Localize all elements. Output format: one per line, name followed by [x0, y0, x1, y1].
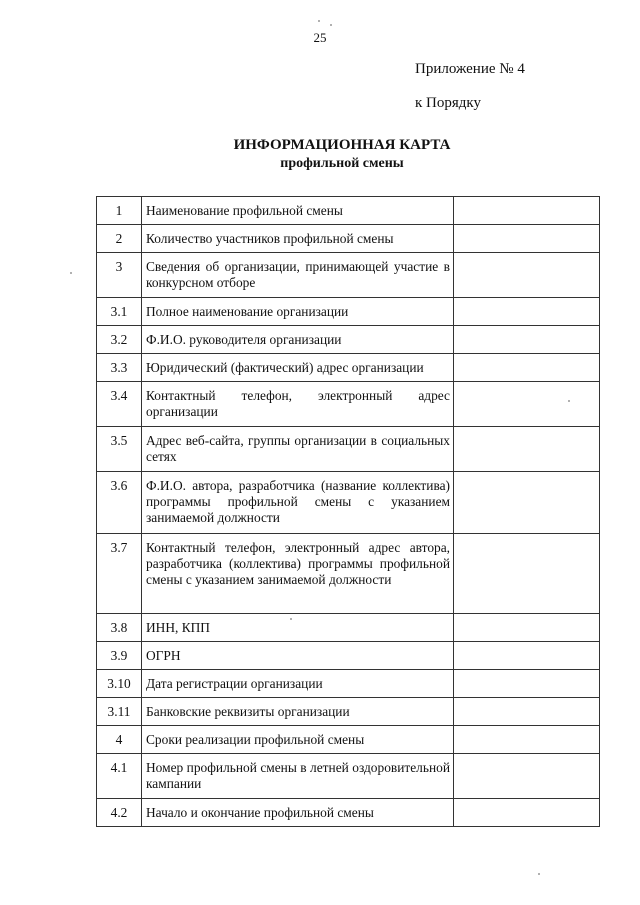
row-label: Наименование профильной смены — [142, 197, 454, 225]
row-value-cell — [454, 614, 600, 642]
row-value-cell — [454, 354, 600, 382]
row-number: 3.10 — [97, 670, 142, 698]
scan-speck — [318, 20, 320, 22]
table-row — [97, 326, 600, 354]
row-value-cell — [454, 326, 600, 354]
row-label: Дата регистрации организации — [142, 670, 454, 698]
document-title: ИНФОРМАЦИОННАЯ КАРТА — [233, 137, 451, 153]
row-number: 3.1 — [97, 298, 142, 326]
row-value-cell — [454, 799, 600, 827]
row-value-cell — [454, 726, 600, 754]
table-row — [97, 298, 600, 326]
row-value-cell — [454, 197, 600, 225]
row-label: ИНН, КПП — [142, 614, 454, 642]
table-row — [97, 197, 600, 225]
appendix-reference: к Порядку — [415, 95, 481, 111]
row-label: Полное наименование организации — [142, 298, 454, 326]
row-label: Номер профильной смены в летней оздоровительной кампании — [142, 754, 454, 799]
scan-speck — [568, 400, 570, 402]
row-value-cell — [454, 670, 600, 698]
scan-speck — [538, 873, 540, 875]
table-row — [97, 253, 600, 298]
row-value-cell — [454, 298, 600, 326]
row-label: Контактный телефон, электронный адрес автора, разработчика (коллектива) программы профильной смены с указанием занимаемой должности — [142, 534, 454, 614]
information-card-table — [96, 196, 600, 827]
row-value-cell — [454, 253, 600, 298]
row-number: 3.6 — [97, 472, 142, 534]
row-number: 4.2 — [97, 799, 142, 827]
row-number: 3.11 — [97, 698, 142, 726]
table-row — [97, 670, 600, 698]
row-label: Начало и окончание профильной смены — [142, 799, 454, 827]
row-label: Юридический (фактический) адрес организации — [142, 354, 454, 382]
row-label: Адрес веб-сайта, группы организации в социальных сетях — [142, 427, 454, 472]
table-row — [97, 754, 600, 799]
row-value-cell — [454, 754, 600, 799]
row-value-cell — [454, 427, 600, 472]
appendix-label: Приложение № 4 — [415, 61, 525, 77]
table-row — [97, 472, 600, 534]
table-row — [97, 698, 600, 726]
table-row — [97, 799, 600, 827]
scan-speck — [330, 24, 332, 26]
document-subtitle: профильной смены — [280, 156, 404, 171]
table-row — [97, 382, 600, 427]
row-value-cell — [454, 698, 600, 726]
scan-speck — [290, 618, 292, 620]
table-row — [97, 726, 600, 754]
table-row — [97, 354, 600, 382]
table-row — [97, 534, 600, 614]
row-value-cell — [454, 472, 600, 534]
row-label: Ф.И.О. руководителя организации — [142, 326, 454, 354]
row-value-cell — [454, 642, 600, 670]
row-number: 3.3 — [97, 354, 142, 382]
row-value-cell — [454, 534, 600, 614]
row-value-cell — [454, 225, 600, 253]
row-label: ОГРН — [142, 642, 454, 670]
row-number: 4.1 — [97, 754, 142, 799]
row-number: 4 — [97, 726, 142, 754]
row-number: 3.7 — [97, 534, 142, 614]
row-value-cell — [454, 382, 600, 427]
row-number: 3.4 — [97, 382, 142, 427]
row-number: 3.9 — [97, 642, 142, 670]
row-number: 2 — [97, 225, 142, 253]
page-number: 25 — [313, 30, 327, 45]
row-number: 1 — [97, 197, 142, 225]
row-label: Банковские реквизиты организации — [142, 698, 454, 726]
table-row — [97, 225, 600, 253]
scan-speck — [70, 272, 72, 274]
row-number: 3.2 — [97, 326, 142, 354]
table-row — [97, 427, 600, 472]
row-number: 3 — [97, 253, 142, 298]
row-number: 3.8 — [97, 614, 142, 642]
row-label: Сроки реализации профильной смены — [142, 726, 454, 754]
row-label: Сведения об организации, принимающей участие в конкурсном отборе — [142, 253, 454, 298]
row-label: Контактный телефон, электронный адрес организации — [142, 382, 454, 427]
row-label: Количество участников профильной смены — [142, 225, 454, 253]
row-number: 3.5 — [97, 427, 142, 472]
table-row — [97, 642, 600, 670]
table-row — [97, 614, 600, 642]
row-label: Ф.И.О. автора, разработчика (название коллектива) программы профильной смены с указанием занимаемой должности — [142, 472, 454, 534]
